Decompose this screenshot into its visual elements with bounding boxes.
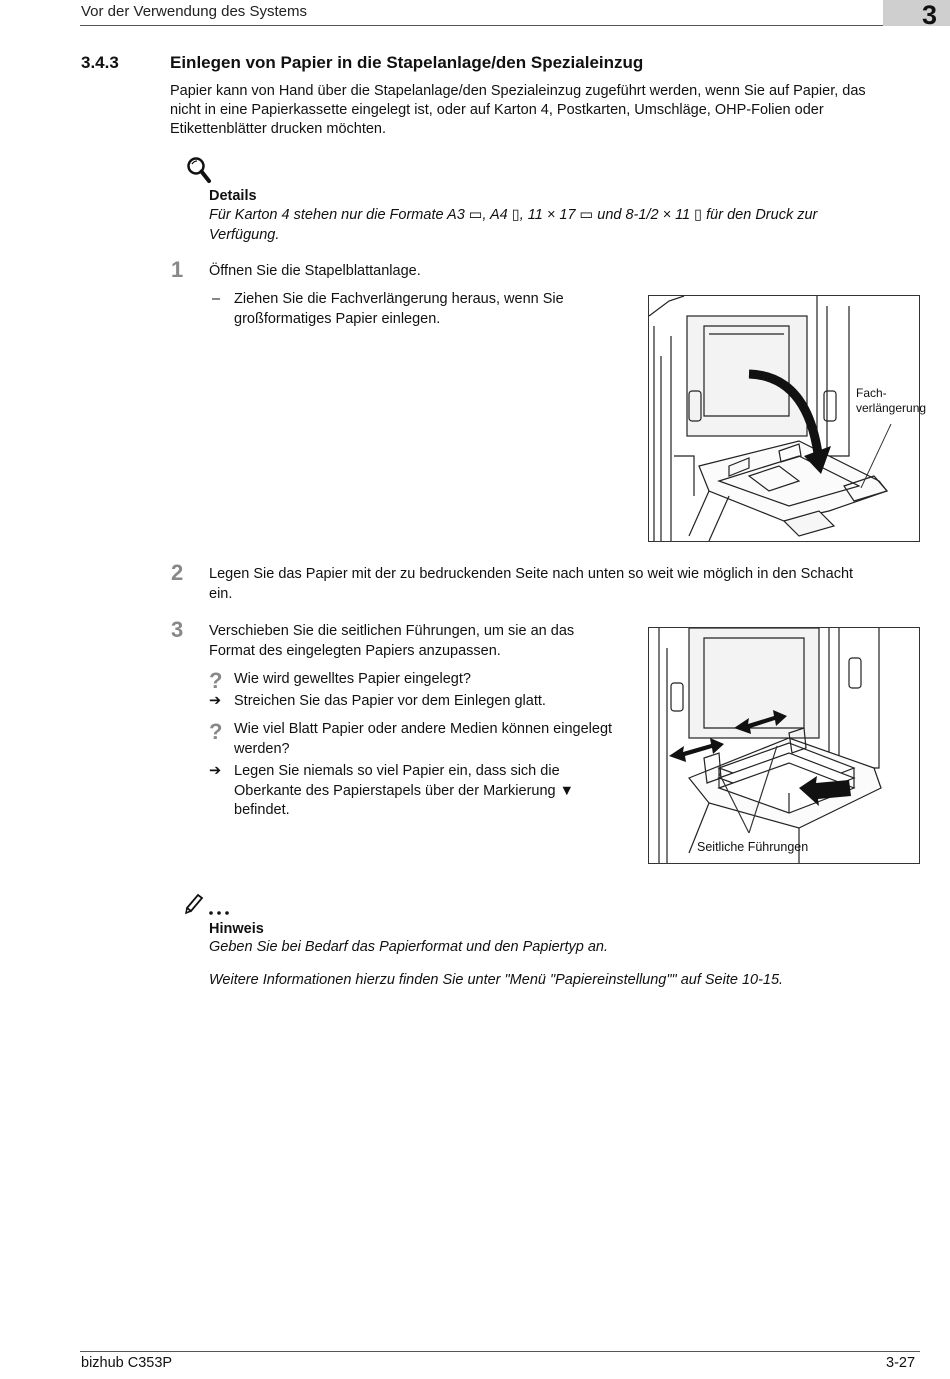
intro-line: Papier kann von Hand über die Stapelanlage/den Spezialeinzug zugeführt werden, wenn Sie auf Papier, das: [170, 83, 866, 99]
footer-rule: [80, 1351, 920, 1352]
arrow-icon: ➔: [209, 763, 222, 779]
answer-line: befindet.: [234, 802, 290, 818]
note-text: Geben Sie bei Bedarf das Papierformat und den Papiertyp an.: [209, 939, 609, 955]
figure-label-line: verlängerung: [856, 401, 927, 415]
step-number: 3: [171, 617, 184, 642]
chapter-number: 3: [921, 0, 937, 30]
substep-line: Ziehen Sie die Fachverlängerung heraus, wenn Sie: [234, 291, 564, 307]
figure-label-line: Fach-: [856, 386, 887, 400]
section-title: Einlegen von Papier in die Stapelanlage/den Spezialeinzug: [170, 53, 644, 72]
answer-line: Legen Sie niemals so viel Papier ein, dass sich die: [234, 763, 560, 779]
answer-line: Oberkante des Papierstapels über der Markierung ▼: [234, 782, 574, 799]
step-number: 1: [171, 257, 184, 282]
step-number: 2: [171, 560, 184, 585]
step-text: Öffnen Sie die Stapelblattanlage.: [209, 263, 421, 279]
illustration-side-guides: [649, 628, 919, 863]
question-icon: ?: [209, 668, 223, 693]
details-text: [209, 206, 919, 245]
substep-line: großformatiges Papier einlegen.: [234, 310, 441, 327]
arrow-icon: ➔: [209, 693, 222, 709]
question-icon: ?: [209, 719, 223, 744]
details-line: Verfügung.: [209, 226, 280, 243]
intro-paragraph: [170, 82, 925, 139]
pencil-icon: [184, 891, 234, 917]
illustration-bypass-tray: [649, 296, 919, 541]
details-line: Für Karton 4 stehen nur die Formate A3 ▭, A4 ▯, 11 × 17 ▭ und 8-1/2 × 11 ▯ für den Druck zur: [209, 207, 818, 223]
step-text: [209, 565, 929, 604]
question-text: [234, 720, 612, 759]
note-reference: Weitere Informationen hierzu finden Sie unter "Menü "Papiereinstellung"" auf Seite 10-15.: [209, 972, 784, 988]
note-heading: Hinweis: [209, 921, 264, 937]
details-heading: Details: [209, 188, 257, 204]
header-rule: [80, 25, 883, 26]
step-text: [209, 622, 574, 661]
figure-label-tray-extension: [856, 386, 926, 416]
dash-bullet: –: [212, 291, 221, 307]
footer-model: bizhub C353P: [81, 1355, 173, 1371]
question-line: werden?: [234, 740, 290, 757]
running-header: Vor der Verwendung des Systems: [81, 3, 307, 20]
answer-text: [234, 762, 574, 821]
answer-text: Streichen Sie das Papier vor dem Einlegen glatt.: [234, 693, 546, 709]
question-line: Wie viel Blatt Papier oder andere Medien können eingelegt: [234, 721, 613, 737]
intro-line: nicht in eine Papierkassette eingelegt ist, oder auf Karton 4, Postkarten, Umschläge, OHP-Folien oder: [170, 102, 824, 118]
figure-tray-extension: [648, 295, 920, 542]
step-substep: [234, 290, 564, 329]
figure-side-guides: [648, 627, 920, 864]
intro-line: Etikettenblätter drucken möchten.: [170, 121, 387, 137]
step-line: Legen Sie das Papier mit der zu bedruckenden Seite nach unten so weit wie möglich in den Schacht: [209, 566, 854, 582]
step-line: Verschieben Sie die seitlichen Führungen, um sie an das: [209, 623, 575, 639]
step-line: Format des eingelegten Papiers anzupassen.: [209, 642, 501, 659]
footer-page-number: 3-27: [886, 1355, 916, 1371]
figure-label-side-guides: Seitliche Führungen: [697, 840, 809, 854]
section-number: 3.4.3: [81, 53, 119, 72]
step-line: ein.: [209, 585, 233, 602]
magnifier-icon: [186, 156, 212, 184]
question-text: Wie wird gewelltes Papier eingelegt?: [234, 671, 471, 687]
